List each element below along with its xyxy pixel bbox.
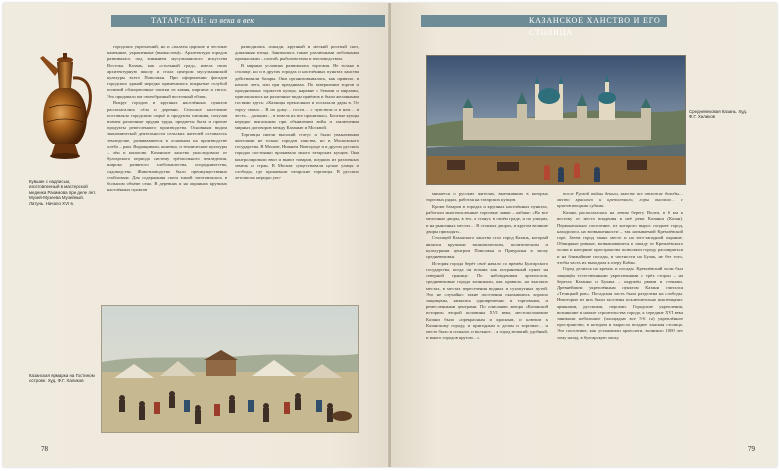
jug-caption: Кувшин с надписью, изготовленный в мастерской медника Рахимова при деле лет. Музей-Музеева Музейный. Латунь. Начало XVI в. — [29, 179, 96, 206]
paragraph: История города берёт своё начало со времён Булгарского государства, когда он возник как пограничный пункт на северной границе. По наблюдениям археологов, средневековые города возникали, как правило, на высоких местах, в местах пересечения водных и сухопутных путей. Это не случайно: такие поселения оказывались хорошо защищены, являлись одновременно и торговыми, и ремесленными центрами. По описанию автора «Казанской истории» второй половины XVI века, местоположение Казани было «прекрасным и красным, и ключом к Казанскому городу, и пригодным к делам и торговле… и место было и сильное, и вольное… а город великий, удобный, и много городов кругом…» — [426, 260, 548, 341]
fair-painting-image — [101, 305, 359, 433]
right-column-2 — [557, 191, 683, 441]
left-header-title: ТАТАРСТАН: — [151, 16, 207, 25]
right-page-header — [421, 15, 667, 37]
left-page-header — [111, 15, 385, 27]
paragraph: В мирных условиях развивалась торговля. Не только в столице, но и в других городах и населённых пунктах ханства действовали базары. Они организовывались, как правило, в начале лета, или при праздниках. По завершении торгов и праздничных торжеств купцы, наравне с беками и мирзами, приглашались на различные виды приёмов и были желанными гостями здесь: «Казанцы преклоняли и посылали дары в. От торгу своих… В их дому… гости… с чувством и в нем… в честь… дальних… в земель их все пронизано». Богатые купцы нередко выполняли при объявлении войн и заключении мирных договоров между Казанью и Москвой. — [235, 63, 359, 131]
right-page — [391, 3, 777, 467]
paragraph: Кроме базаров в городах и крупных населённых пунктах, работали многочисленные торговые лавки – кабаки: «Во все мелочные дворы, в тех, а станут, в своём граде, и по улицам, и на рыночных местах… В стоялых дворах, и кругом великие дворы приходят». — [426, 203, 548, 234]
page-number-right: 79 — [748, 445, 755, 453]
book-spread — [3, 3, 777, 467]
paragraph: городских укреплений, но и «палаты царские и честные каменные, украшенные (вымыслом)». Архитектура городов развивалась под влиянием мусульманского искусства Востока. Казань, как «стольный град», имела свою архитектурную школу и стала центром мусульманской культуры всего Поволжья. При оформлении фасадов городских зданий нередко применялись покрытые голубой поливой облицовочные плитки из камня, кирпича и гипса. Это придавало им своеобразный восточный облик. — [107, 44, 227, 99]
left-column-2 — [235, 44, 359, 300]
painting-caption-left: Казанская ярмарка на Гостином острове. Худ. Ф.Г. Халиков — [29, 373, 95, 384]
page-number-left: 78 — [41, 445, 48, 453]
left-column-1 — [107, 44, 227, 292]
paragraph: разводились лошади, крупный и мелкий рогатый скот, домашняя птица. Занимались также различными побочными промыслами – охотой, рыболовством и пчеловодством. — [235, 44, 359, 62]
medieval-kazan-painting-image — [426, 55, 686, 185]
left-page — [3, 3, 389, 467]
copper-jug-image — [29, 48, 101, 170]
paragraph: Столицей Казанского ханства стал город Казань, который являлся крупным экономическим, политическим и культурным центром Поволжья и Приуралья в эпоху средневековья. — [426, 235, 548, 260]
painting-caption-right: Средневековая Казань. Худ. Ф.Г. Халиков — [689, 109, 748, 120]
paragraph: после Руской войны деньги, вместе все отхожие доходы… место красного и крепостного, горы высокие… с приезжающими судами. — [557, 191, 683, 209]
right-header-title: КАЗАНСКОЕ ХАНСТВО И ЕГО СТОЛИЦА — [529, 16, 661, 37]
paragraph: Город делился на кремль и посады. Кремлёвский холм был защищён естественными укреплениями с трёх сторон – на берегах Казанки и Булака – окружён рвами и стенами. Древнейшим укреплённым пунктом Казани считался «Тезицкий ров». Посадская часть была разделена на слободы. Некоторые из них были заселены исключительно иноземцами: армянами, русскими, персами. Городские укрепления, возникшие в начале строительства города, к середине XVI века занимали небольшое (площадью все 5-6 га) укреплённое пространство, в котором и выросла позднее ханская столица. Это поселение, как установили археологи, возникло 1000 лет тому назад, в булгарскую эпоху. — [557, 266, 683, 340]
left-header-subtitle: из века в век — [209, 16, 255, 25]
paragraph: Вокруг городов и крупных населённых пунктов располагались сёла и деревни. Сельское население поставляло городским сырьё и продукты питания, получая взамен различные орудия труда, предметы быта и прочие продукты ремесленного производства. Основным видом экономической деятельности сельских жителей оставалось земледелие, развивавшееся в основном на производстве хлеба – ржи. Выращивали, конечно, и технические культуры – лён и коноплю. Казанское ханство унаследовало от булгарского периода систему трёхпольного земледелия, широко развитого хлебопашества, огородничества, садоводства. Животноводство было преимущественно стойловым. Для содержания скота зимой заготовлялось в большом объёме сено. В деревнях и на окраинах крупных населённых пунктов — [107, 100, 227, 193]
paragraph: Торговцы имели высокий статус и были уважаемыми жителями не только городов ханства, но и Московского государства. В Москве, Нижнем Новгороде и в других русских городах постоянно проживало много татарских купцов. Они контролировали ввоз и вывоз товаров, шедших из различных земель и стран. В Москве существовали целые улицы и слободы, где проживали татарские торговцы. В русских летописях нередко упо- — [235, 131, 359, 181]
paragraph: минается о русских жителях, выезжавших в которых торговых рядах, работая на татарских купцов. — [426, 191, 548, 203]
paragraph: Казань располагалась на левом берегу Волги, в 6 км к востоку от места впадения в неё реки Казанки (Казан). Первоначально поселение, из которого вырос позднее город, находилось на возвышенности – так называемой Кремлёвской горе. Затем город занял место и на юго-западной окраине. Обширные ровные, возвышавшиеся к западу от Кремлёвского холма и нагорные пространства позволяли городу расширяться и на ближайшие посады, в частности на Булак, не без того, чтобы часть их выходила к озеру Кабан. — [557, 210, 683, 265]
right-column-1 — [426, 191, 548, 441]
